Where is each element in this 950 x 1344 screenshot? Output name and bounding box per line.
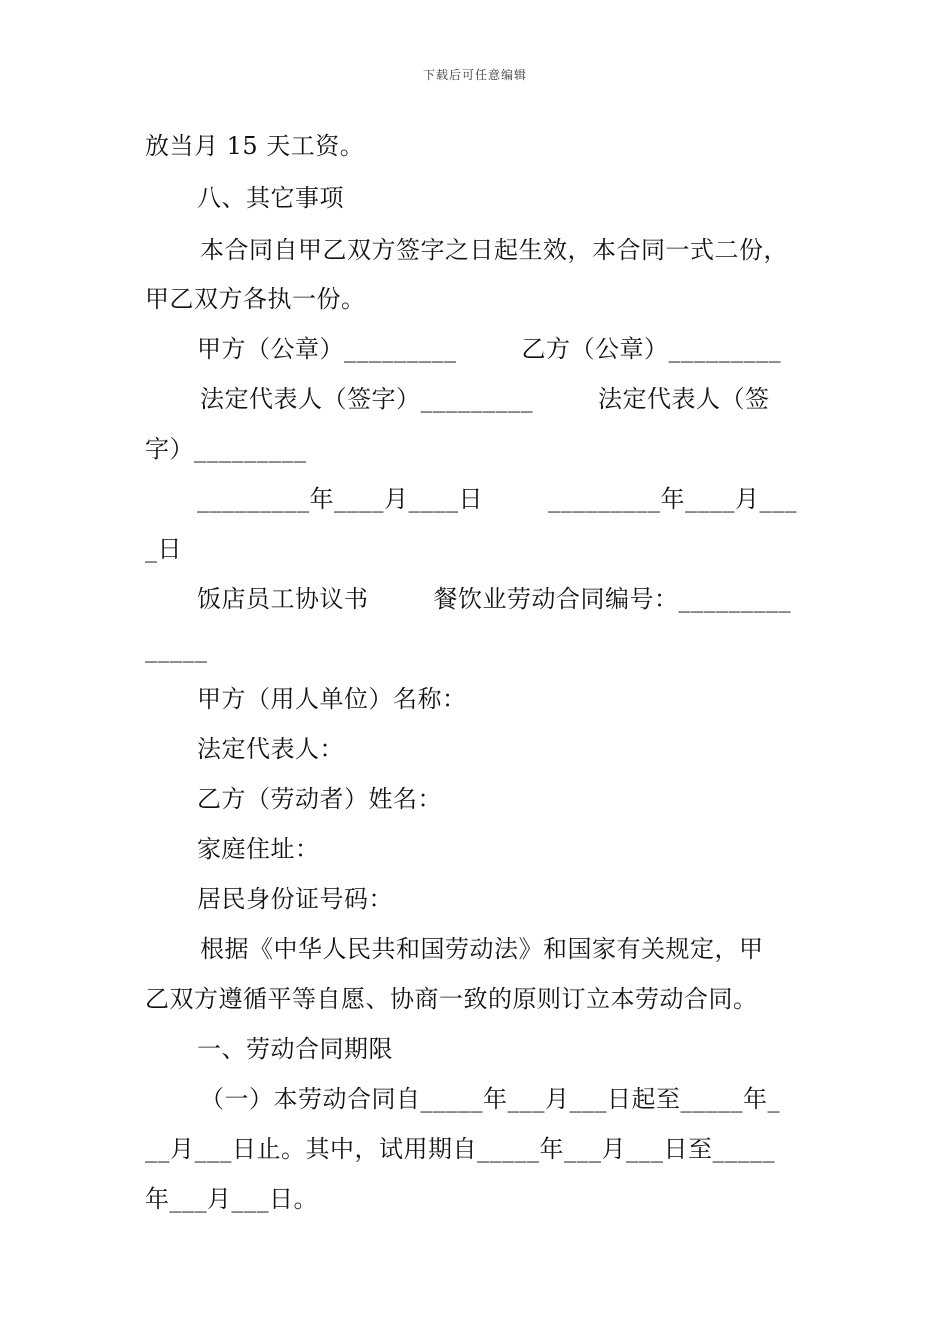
section-heading-8: 八、其它事项 [197, 184, 344, 212]
section-heading-1: 一、劳动合同期限 [197, 1035, 393, 1063]
text-line-3: 本合同自甲乙双方签字之日起生效，本合同一式二份， [200, 236, 788, 264]
id-number-field: 居民身份证号码： [197, 885, 393, 913]
text-line-1: 放当月 15 天工资。 [145, 132, 365, 160]
text-line-18: 乙双方遵循平等自愿、协商一致的原则订立本劳动合同。 [145, 985, 758, 1013]
seal-line: 甲方（公章）_________ 乙方（公章）_________ [197, 335, 782, 363]
text-line-17: 根据《中华人民共和国劳动法》和国家有关规定，甲 [200, 935, 764, 963]
party-a-name-field: 甲方（用人单位）名称： [197, 685, 467, 713]
signature-line-cont: 字）_________ [145, 435, 307, 463]
date-line-cont: _日 [145, 535, 182, 563]
legal-representative-field: 法定代表人： [197, 735, 344, 763]
term-line-3: 年___月___日。 [145, 1185, 318, 1213]
date-line: _________年____月____日 _________年____月___ [197, 485, 798, 513]
contract-number-cont: _____ [145, 635, 208, 663]
contract-title-line: 饭店员工协议书 餐饮业劳动合同编号：_________ [197, 585, 792, 613]
home-address-field: 家庭住址： [197, 835, 320, 863]
page-header-note: 下载后可任意编辑 [422, 68, 527, 82]
text-line-4: 甲乙双方各执一份。 [145, 285, 366, 313]
party-b-name-field: 乙方（劳动者）姓名： [197, 785, 442, 813]
term-line-1: （一）本劳动合同自_____年___月___日起至_____年_ [200, 1085, 780, 1113]
term-line-2: __月___日止。其中，试用期自_____年___月___日至_____ [145, 1135, 775, 1163]
signature-line: 法定代表人（签字）_________ 法定代表人（签 [200, 385, 770, 413]
